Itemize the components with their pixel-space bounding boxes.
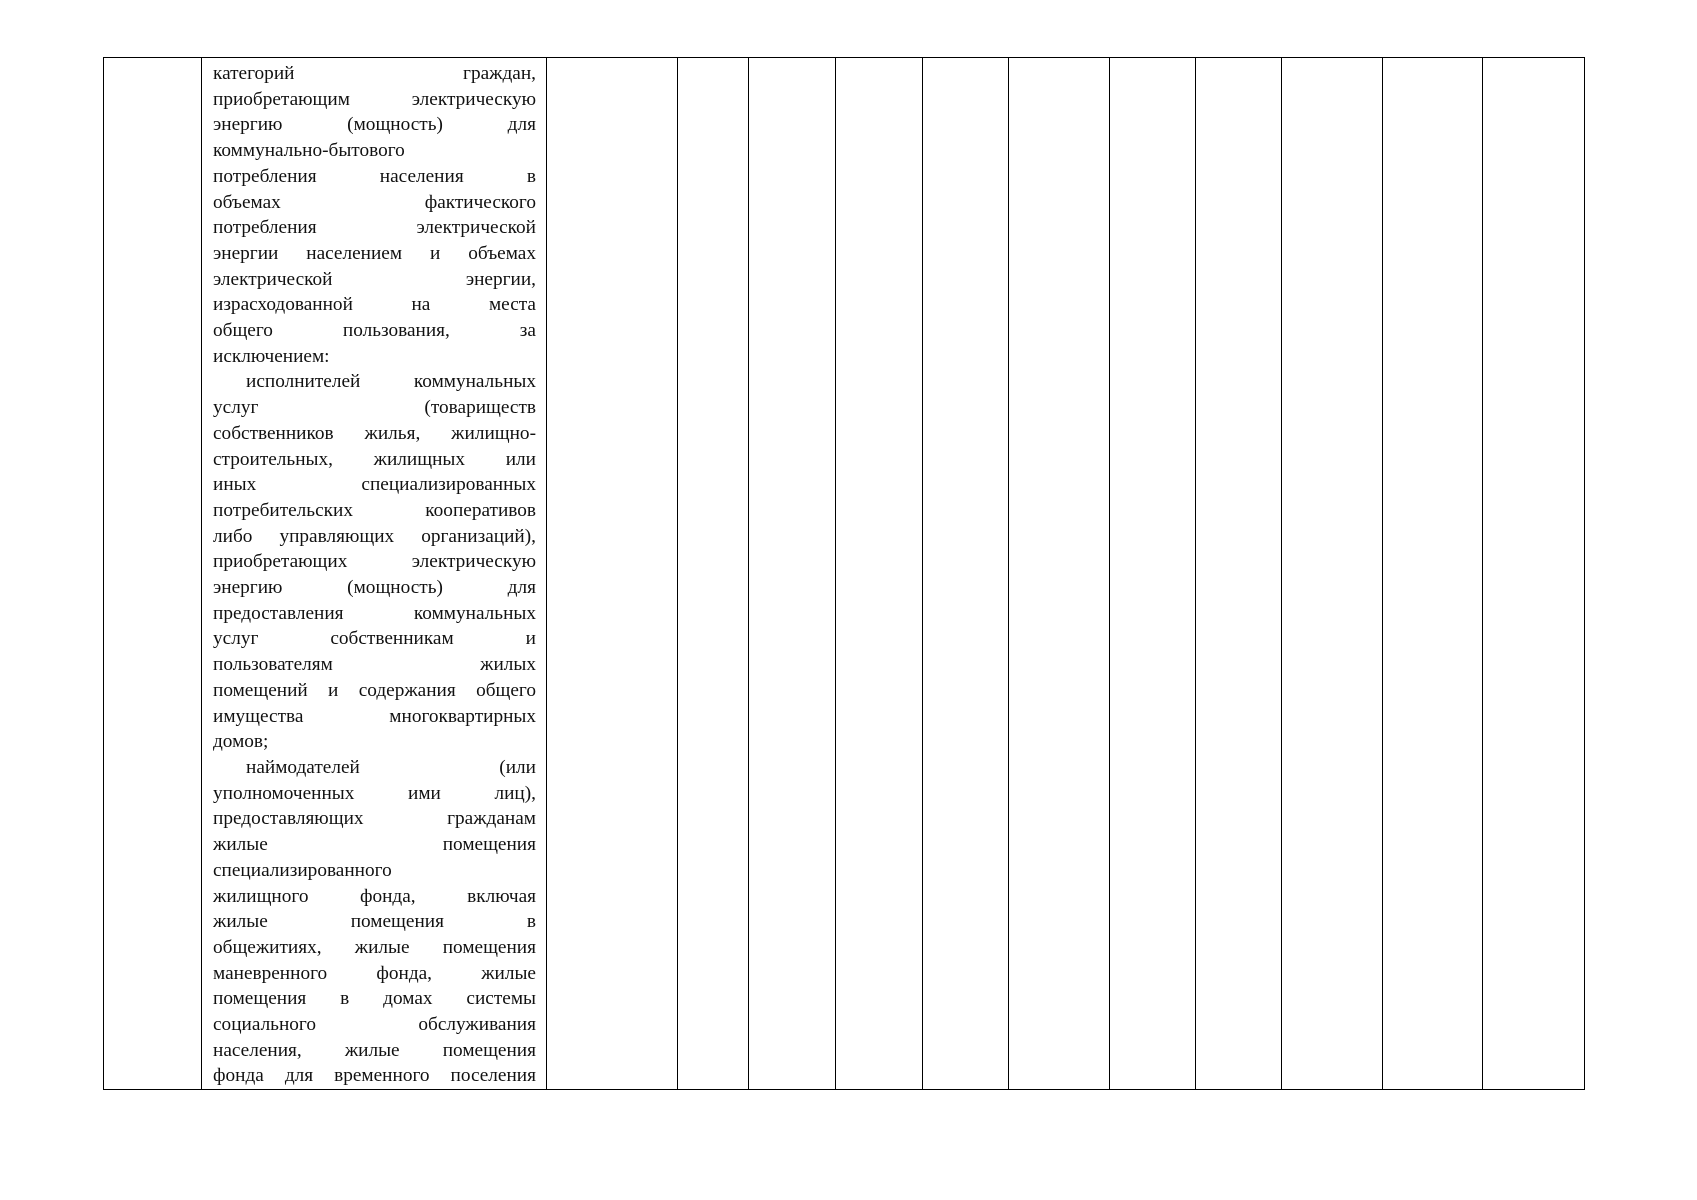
table-cell xyxy=(923,58,1009,1090)
text-line: общего пользования, за xyxy=(213,320,536,342)
table-row xyxy=(104,58,1585,1090)
table-cell xyxy=(1282,58,1383,1090)
text-line: исключением: xyxy=(213,345,330,367)
text-line: специализированного xyxy=(213,859,392,881)
text-line: собственников жилья, жилищно- xyxy=(213,422,536,444)
text-line: приобретающих электрическую xyxy=(213,551,536,573)
text-line: исполнителей коммунальных xyxy=(246,371,536,393)
text-line: фонда для временного поселения xyxy=(213,1065,536,1087)
text-line: коммунально-бытового xyxy=(213,140,405,162)
text-line: помещения в домах системы xyxy=(213,988,536,1010)
text-line: общежитиях, жилые помещения xyxy=(213,936,536,958)
text-line: предоставления коммунальных xyxy=(213,602,536,624)
table-cell-description xyxy=(202,58,547,1090)
table-cell xyxy=(749,58,836,1090)
table-cell xyxy=(1009,58,1110,1090)
text-line: потребления электрической xyxy=(213,217,536,239)
text-line: объемах фактического xyxy=(213,191,536,213)
table-cell xyxy=(1483,58,1585,1090)
table-cell xyxy=(1196,58,1282,1090)
text-line: помещений и содержания общего xyxy=(213,679,536,701)
text-line: домов; xyxy=(213,731,269,753)
text-line: имущества многоквартирных xyxy=(213,705,536,727)
text-line: пользователям жилых xyxy=(213,654,536,676)
text-line: жилые помещения xyxy=(213,834,536,856)
description-text xyxy=(213,61,536,1089)
text-line: приобретающим электрическую xyxy=(213,88,536,110)
table-cell xyxy=(1110,58,1196,1090)
table-cell xyxy=(678,58,749,1090)
table-cell xyxy=(1383,58,1483,1090)
document-table xyxy=(103,57,1585,1090)
text-line: населения, жилые помещения xyxy=(213,1039,536,1061)
text-line: предоставляющих гражданам xyxy=(213,808,536,830)
table-cell xyxy=(104,58,202,1090)
text-line: жилищного фонда, включая xyxy=(213,885,536,907)
text-line: энергию (мощность) для xyxy=(213,114,536,136)
text-line: строительных, жилищных или xyxy=(213,448,536,470)
table-cell xyxy=(836,58,923,1090)
text-line: израсходованной на места xyxy=(213,294,536,316)
text-line: потребительских кооперативов xyxy=(213,499,536,521)
text-line: уполномоченных ими лиц), xyxy=(213,782,536,804)
text-line: услуг (товариществ xyxy=(213,397,536,419)
text-line: категорий граждан, xyxy=(213,63,536,84)
text-line: энергии населением и объемах xyxy=(213,242,536,264)
text-line: наймодателей (или xyxy=(246,756,536,778)
text-line: электрической энергии, xyxy=(213,268,536,290)
text-line: энергию (мощность) для xyxy=(213,577,536,599)
table-cell xyxy=(547,58,678,1090)
text-line: маневренного фонда, жилые xyxy=(213,962,536,984)
text-line: социального обслуживания xyxy=(213,1014,536,1036)
text-line: либо управляющих организаций), xyxy=(213,525,536,547)
text-line: жилые помещения в xyxy=(213,911,536,933)
text-line: потребления населения в xyxy=(213,165,536,187)
text-line: услуг собственникам и xyxy=(213,628,536,650)
text-line: иных специализированных xyxy=(213,474,536,496)
